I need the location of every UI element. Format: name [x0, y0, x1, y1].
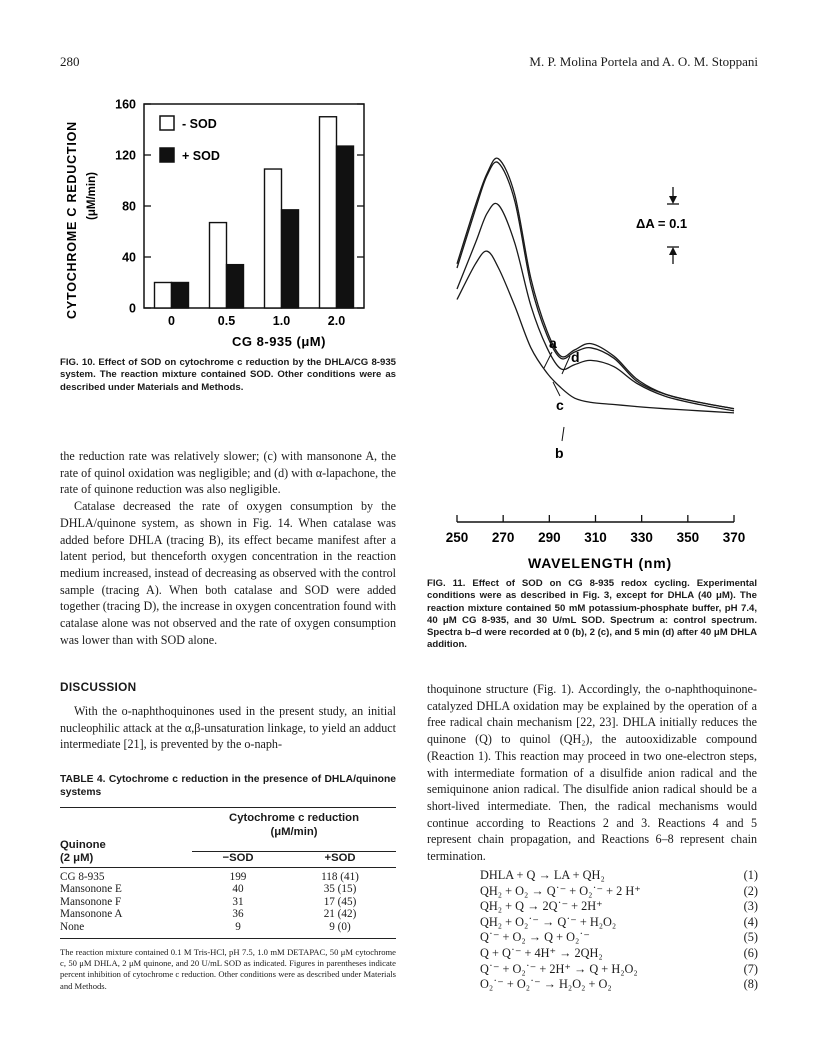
curve-a-pointer — [544, 352, 552, 368]
equation-number: (1) — [743, 868, 758, 882]
equation: Q˙⁻ + O₂ → Q + O₂˙⁻ — [480, 930, 590, 945]
figure-10 — [60, 96, 396, 350]
cell-quinone: Mansonone A — [60, 908, 123, 921]
y-tick-label: 120 — [115, 148, 136, 163]
x-tick-label: 370 — [722, 530, 746, 545]
fig11-x-axis-label: WAVELENGTH (nm) — [528, 555, 672, 571]
curve-b-pointer — [562, 427, 564, 441]
cell-plus-sod: 9 (0) — [284, 921, 396, 938]
equation-number: (7) — [743, 961, 758, 976]
discussion-paragraph: With the o-naphthoquinones used in the present study, an initial nucleophilic attack at the α,β-unsaturation linkage, to yield an adduct intermediate [21], is prevented by the o-naph- — [60, 704, 396, 752]
fig11-caption: FIG. 11. Effect of SOD on CG 8-935 redox cycling. Experimental conditions were as described in Fig. 3, except for DHLA (40 μM). The reaction mixture contained 50 mM potassium-phosphate buffer, pH 7.4, 40 μM CG 8-935, and 30 U/mL SOD. Spectrum a: control spectrum. Spectra b–d were recorded at 0 (b), 2 (c), and 5 min (d) after 40 μM DHLA addition. — [427, 578, 757, 651]
x-tick-label: 310 — [584, 530, 607, 545]
equation: Q + Q˙⁻ + 4H⁺ → 2QH₂ — [480, 945, 603, 960]
equation: O₂˙⁻ + O₂˙⁻ → H₂O₂ + O₂ — [480, 977, 612, 992]
equation-number: (6) — [743, 945, 758, 960]
curve-label-d: d — [571, 349, 580, 365]
right-column-paragraph: thoquinone structure (Fig. 1). Accordingly, the o-naphthoquinone-catalyzed DHLA oxidation may be explained by the operation of a free radical chain mechanism [22, 23]. DHLA initially reduces the quinone (Q) to quinol (QH₂), the autooxidizable compound (Reaction 1). This reaction may proceed in two one-electron steps, with intermediate formation of a disulfide anion radical and the semiquinone anion radical. The disulfide anion radical should be a short-lived intermediate. Then, the radical mechanisms would continue according to Reactions 2 and 3. Reactions 4 and 5 represent chain propagation, and Reactions 6–8 represent chain termination. — [427, 682, 757, 864]
table-row — [60, 921, 396, 938]
table-4-footnote: The reaction mixture contained 0.1 M Tris-HCl, pH 7.5, 1.0 mM DETAPAC, 50 μM cytochrome c, 50 μM DHLA, 2 μM quinone, and 20 U/mL SOD as indicated. Figures in parentheses indicate percent inhibition of cytochrome c reduction. Other conditions were as described under Materials and Methods. — [60, 946, 396, 991]
y-tick-label: 80 — [122, 199, 136, 214]
bar-plus-sod — [172, 283, 189, 309]
spectrum-curve-b — [457, 251, 734, 413]
cell-minus-sod: 9 — [192, 921, 284, 938]
spectrum-curve-c — [457, 203, 734, 410]
equation: DHLA + Q → LA + QH₂ — [480, 868, 605, 882]
x-tick-label: 0 — [168, 314, 175, 328]
x-tick-label: 270 — [491, 530, 515, 545]
table-group-unit: (μM/min) — [270, 825, 318, 838]
figure-11 — [440, 94, 760, 574]
legend-label-plus-sod: + SOD — [182, 149, 220, 163]
curve-label-c: c — [556, 397, 564, 413]
cell-quinone: Mansonone F — [60, 895, 122, 908]
delta-a-arrowhead-down — [669, 196, 677, 204]
table-row — [60, 867, 396, 883]
col-header-plus-sod: +SOD — [284, 852, 396, 868]
x-tick-label: 350 — [676, 530, 700, 545]
legend-swatch-plus-sod — [160, 148, 174, 162]
equation-row — [480, 868, 758, 884]
fig10-x-axis-label: CG 8-935 (μM) — [232, 334, 326, 349]
fig11-spectrum-chart — [440, 94, 760, 574]
equation: QH₂ + O₂ → Q˙⁻ + O₂˙⁻ + 2 H⁺ — [480, 883, 641, 898]
fig10-bar-chart — [60, 96, 396, 350]
equation-number: (5) — [743, 930, 758, 945]
curve-label-b: b — [555, 445, 564, 461]
equation-row — [480, 915, 758, 931]
y-tick-label: 160 — [115, 97, 136, 112]
table-4-title: TABLE 4. Cytochrome c reduction in the presence of DHLA/quinone systems — [60, 774, 396, 798]
x-tick-label: 290 — [538, 530, 561, 545]
equation-row — [480, 962, 758, 978]
bar-minus-sod — [210, 223, 227, 308]
equation-row — [480, 946, 758, 962]
table-group-header: Cytochrome c reduction — [229, 812, 359, 824]
cell-plus-sod: 21 (42) — [323, 908, 357, 921]
paragraph: the reduction rate was relatively slower; (c) with mansonone A, the rate of quinol oxidation was negligible; and (d) with α-lapachone, the rate of quinone reduction was also negligible. — [60, 449, 396, 497]
spectrum-curve-a — [457, 158, 734, 409]
equation-row — [480, 977, 758, 993]
y-tick-label: 40 — [122, 250, 136, 265]
equation: QH₂ + O₂˙⁻ → Q˙⁻ + H₂O₂ — [480, 914, 617, 929]
table-row — [60, 896, 396, 909]
x-tick-label: 0.5 — [217, 314, 236, 328]
cell-plus-sod: 17 (45) — [323, 895, 357, 908]
left-column-text — [60, 448, 396, 648]
equation: QH₂ + Q → 2Q˙⁻ + 2H⁺ — [480, 899, 603, 914]
cell-quinone: Mansonone E — [60, 883, 122, 896]
running-header-authors: M. P. Molina Portela and A. O. M. Stoppani — [529, 54, 758, 69]
x-tick-label: 250 — [445, 530, 469, 545]
cell-minus-sod: 40 — [232, 883, 244, 896]
cell-plus-sod: 35 (15) — [323, 883, 357, 896]
equation: Q˙⁻ + O₂˙⁻ + 2H⁺ → Q + H₂O₂ — [480, 961, 638, 976]
reaction-equations — [480, 868, 758, 993]
bar-minus-sod — [265, 169, 282, 308]
equation-number: (2) — [743, 883, 758, 898]
equation-number: (3) — [743, 899, 758, 914]
cell-minus-sod: 36 — [232, 908, 244, 921]
legend-label-minus-sod: - SOD — [182, 117, 217, 131]
col-header-quinone-unit: (2 μM) — [60, 852, 192, 868]
fig10-caption: FIG. 10. Effect of SOD on cytochrome c reduction by the DHLA/CG 8-935 system. The reaction mixture contained SOD. Other conditions were as described under Materials and Methods. — [60, 357, 396, 393]
fig10-y-axis-label: CYTOCHROME C REDUCTION — [65, 121, 79, 319]
table-row — [60, 883, 396, 896]
cell-minus-sod: 31 — [232, 895, 244, 908]
col-header-minus-sod: −SOD — [192, 852, 284, 868]
equation-number: (4) — [743, 914, 758, 929]
bar-plus-sod — [337, 146, 354, 308]
cell-quinone: CG 8-935 — [60, 870, 105, 883]
equation-row — [480, 899, 758, 915]
bar-plus-sod — [282, 210, 299, 308]
section-heading-discussion: DISCUSSION — [60, 680, 137, 694]
delta-a-label: ΔA = 0.1 — [636, 216, 688, 231]
table-4 — [60, 773, 396, 992]
cell-quinone: None — [60, 921, 192, 938]
x-tick-label: 330 — [630, 530, 653, 545]
y-tick-label: 0 — [129, 301, 136, 316]
paragraph: Catalase decreased the rate of oxygen consumption by the DHLA/quinone system, as shown in Fig. 14. When catalase was added before DHLA (tracing B), its effect became manifest after a latent period, but thenceforth oxygen concentration in the reaction medium increased, instead of decreasing as observed with the control sample (tracing A). When both catalase and SOD were added together (tracing D), the increase in oxygen concentration found with catalase alone was not observed and the rate of oxygen consumption was lower than with SOD alone. — [60, 499, 396, 647]
equation-number: (8) — [743, 977, 758, 992]
cell-minus-sod: 199 — [229, 870, 247, 883]
equation-row — [480, 930, 758, 946]
fig10-y-axis-unit: (μM/min) — [86, 172, 98, 220]
cell-plus-sod: 118 (41) — [321, 870, 359, 883]
equation-row — [480, 884, 758, 900]
page-number: 280 — [60, 54, 80, 69]
table-4-grid — [60, 812, 396, 939]
bar-minus-sod — [155, 283, 172, 309]
x-tick-label: 2.0 — [327, 314, 346, 328]
x-tick-label: 1.0 — [272, 314, 291, 328]
spectrum-curve-d — [457, 162, 734, 409]
legend-swatch-minus-sod — [160, 116, 174, 130]
col-header-quinone: Quinone — [60, 839, 106, 851]
table-row — [60, 908, 396, 921]
bar-plus-sod — [227, 265, 244, 308]
curve-label-a: a — [549, 335, 557, 351]
bar-minus-sod — [320, 117, 337, 308]
